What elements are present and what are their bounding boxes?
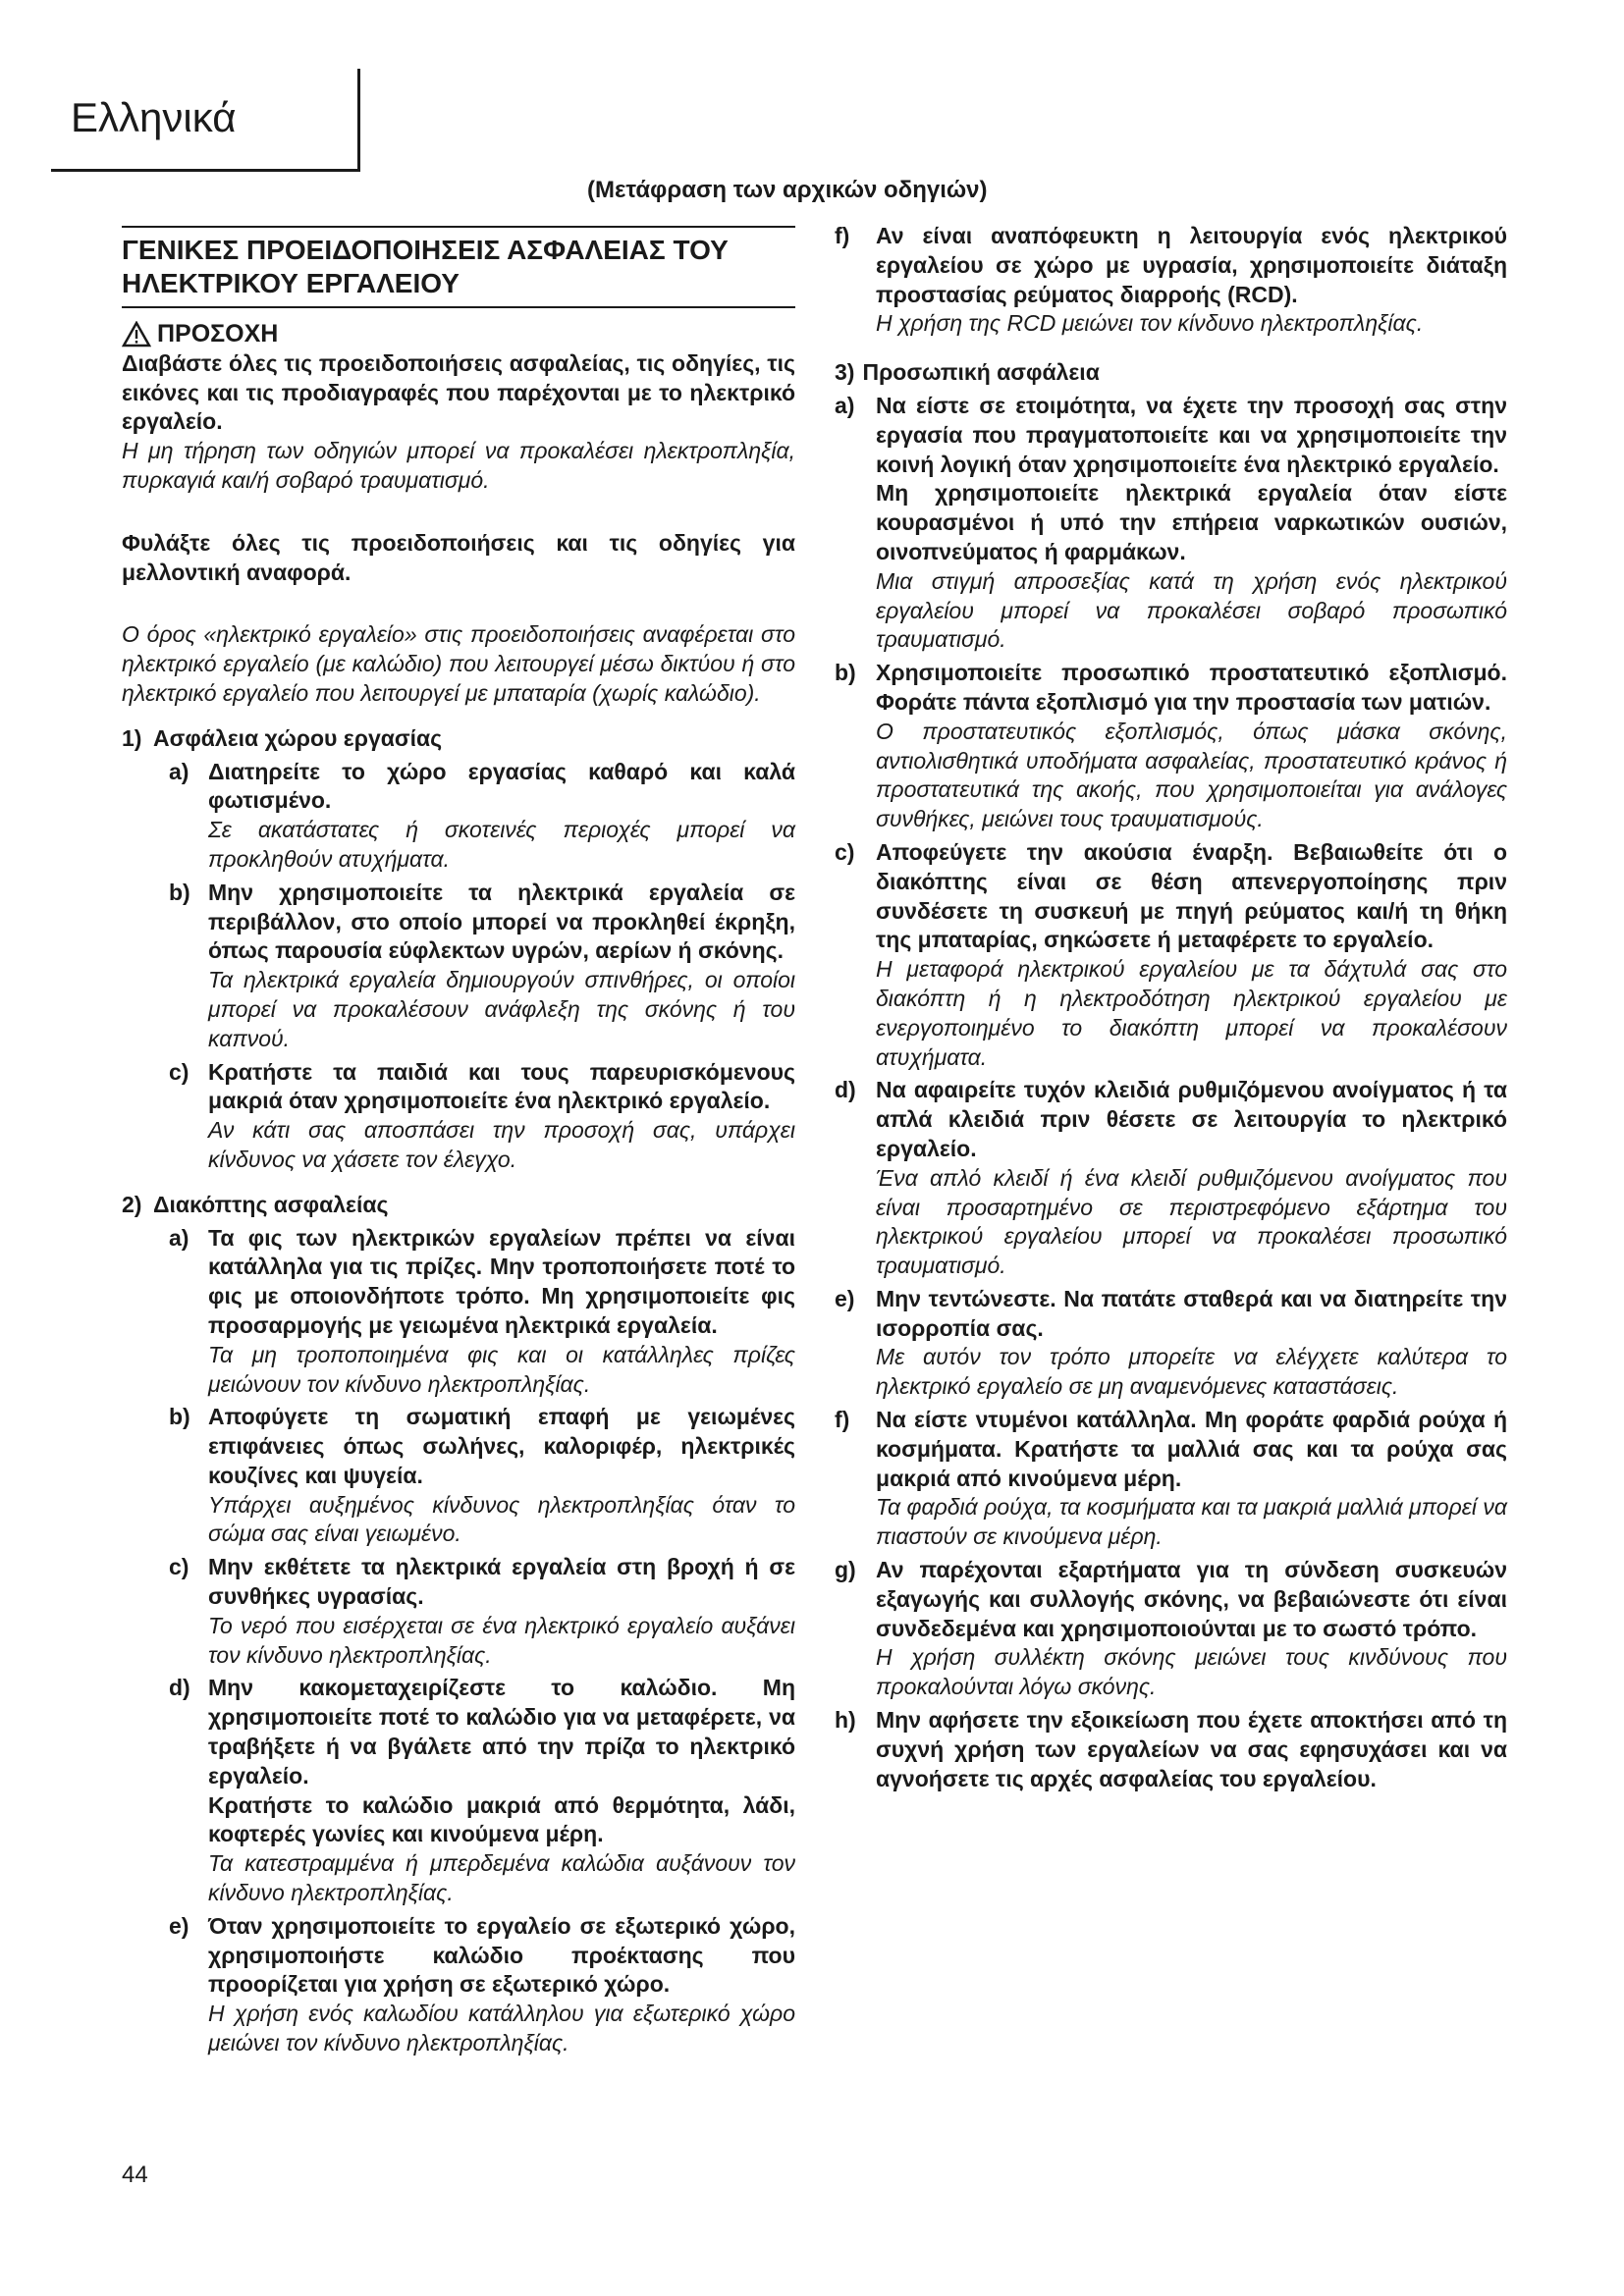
right-column: [835, 218, 1507, 1793]
list-item: b) Αποφύγετε τη σωματική επαφή με γειωμένες επιφάνειες όπως σωλήνες, καλοριφέρ, ηλεκτρικές κουζίνες και ψυγεία. Υπάρχει αυξημένος κίνδυνος ηλεκτροπληξίας όταν το σώμα σας είναι γειωμένο.: [169, 1404, 795, 1547]
warning-italic-text: Η μη τήρηση των οδηγιών μπορεί να προκαλέσει ηλεκτροπληξία, πυρκαγιά και/ή σοβαρό τραυματισμό.: [122, 438, 795, 493]
keep-instructions-text: Φυλάξτε όλες τις προειδοποιήσεις και τις οδηγίες για μελλοντική αναφορά.: [122, 529, 795, 585]
term-definition-text: Ο όρος «ηλεκτρικό εργαλείο» στις προειδοποιήσεις αναφέρεται στο ηλεκτρικό εργαλείο (με καλώδιο) που λειτουργεί μέσω δικτύου ή στο ηλεκτρικό εργαλείο που λειτουργεί με μπαταρία (χωρίς καλώδιο).: [122, 621, 795, 706]
list-item: a) Τα φις των ηλεκτρικών εργαλείων πρέπει να είναι κατάλληλα για τις πρίζες. Μην τροποποιήσετε ποτέ το φις με οποιονδήποτε τρόπο. Μη χρησιμοποιείτε φις προσαρμογής με γειωμένα ηλεκτρικά εργαλεία. Τα μη τροποποιημένα φις και οι κατάλληλες πρίζες μειώνουν τον κίνδυνο ηλεκτροπληξίας.: [169, 1224, 795, 1397]
list-item: c) Κρατήστε τα παιδιά και τους παρευρισκόμενους μακριά όταν χρησιμοποιείτε ένα ηλεκτρικό εργαλείο. Αν κάτι σας αποσπάσει την προσοχή σας, υπάρχει κίνδυνος να χάσετε τον έλεγχο.: [169, 1058, 795, 1172]
list-item: c) Μην εκθέτετε τα ηλεκτρικά εργαλεία στη βροχή ή σε συνθήκες υγρασίας. Το νερό που εισέρχεται σε ένα ηλεκτρικό εργαλείο αυξάνει τον κίνδυνο ηλεκτροπληξίας.: [169, 1554, 795, 1668]
warning-heading: [122, 320, 795, 349]
section-heading: 3) Προσωπική ασφάλεια: [835, 359, 1100, 386]
section-heading: 2) Διακόπτης ασφαλείας: [122, 1191, 389, 1217]
list-item: a) Να είστε σε ετοιμότητα, να έχετε την προσοχή σας στην εργασία που πραγματοποιείτε και να χρησιμοποιείτε την κοινή λογική όταν χρησιμοποιείτε ένα ηλεκτρικό εργαλείο. Μη χρησιμοποιείτε ηλεκτρικά εργαλεία όταν είστε κουρασμένοι ή υπό την επήρεια ναρκωτικών ουσιών, οινοπνεύματος ή φαρμάκων. Μια στιγμή απροσεξίας κατά τη χρήση ενός ηλεκτρικού εργαλείου μπορεί να προκαλέσει σοβαρό προσωπικό τραυματισμό.: [835, 392, 1507, 653]
list-item: d) Μην κακομεταχειρίζεστε το καλώδιο. Μη χρησιμοποιείτε ποτέ το καλώδιο για να μεταφέρετε, να τραβήξετε ή να βγάλετε από την πρίζα το ηλεκτρικό εργαλείο. Κρατήστε το καλώδιο μακριά από θερμότητα, λάδι, κοφτερές γωνίες και κινούμενα μέρη. Τα κατεστραμμένα ή μπερδεμένα καλώδια αυξάνουν τον κίνδυνο ηλεκτροπληξίας.: [169, 1675, 795, 1906]
list-item: d) Να αφαιρείτε τυχόν κλειδιά ρυθμιζόμενου ανοίγματος ή τα απλά κλειδιά πριν θέσετε σε λειτουργία το ηλεκτρικό εργαλείο. Ένα απλό κλειδί ή ένα κλειδί ρυθμιζόμενου ανοίγματος που είναι προσαρτημένο σε περιστρεφόμενο εξάρτημα του ηλεκτρικού εργαλείου μπορεί να προκαλέσει προσωπικό τραυματισμό.: [835, 1077, 1507, 1279]
list-item: a) Διατηρείτε το χώρο εργασίας καθαρό και καλά φωτισμένο. Σε ακατάστατες ή σκοτεινές περιοχές μπορεί να προκληθούν ατυχήματα.: [169, 758, 795, 872]
list-item: e) Όταν χρησιμοποιείτε το εργαλείο σε εξωτερικό χώρο, χρησιμοποιήστε καλώδιο προέκτασης που προορίζεται για χρήση σε εξωτερικό χώρο. Η χρήση ενός καλωδίου κατάλληλου για εξωτερικό χώρο μειώνει τον κίνδυνο ηλεκτροπληξίας.: [169, 1912, 795, 2056]
section-title: ΓΕΝΙΚΕΣ ΠΡΟΕΙΔΟΠΟΙΗΣΕΙΣ ΑΣΦΑΛΕΙΑΣ ΤΟΥ ΗΛΕΚΤΡΙΚΟΥ ΕΡΓΑΛΕΙΟΥ: [122, 226, 795, 308]
list-item: f) Να είστε ντυμένοι κατάλληλα. Μη φοράτε φαρδιά ρούχα ή κοσμήματα. Κρατήστε τα μαλλιά σας και τα ρούχα σας μακριά από κινούμενα μέρη. Τα φαρδιά ρούχα, τα κοσμήματα και τα μακριά μαλλιά μπορεί να πιαστούν σε κινούμενα μέρη.: [835, 1407, 1507, 1550]
page-number: 44: [122, 2162, 148, 2188]
warning-bold-text: Διαβάστε όλες τις προειδοποιήσεις ασφαλείας, τις οδηγίες, τις εικόνες και τις προδιαγραφές που παρέχονται με το ηλεκτρικό εργαλείο.: [122, 349, 795, 435]
warning-triangle-icon: [122, 321, 151, 347]
list-item: h) Μην αφήσετε την εξοικείωση που έχετε αποκτήσει από τη συχνή χρήση των εργαλείων να σας εφησυχάσει και να αγνοήσετε τις αρχές ασφαλείας του εργαλείου.: [835, 1707, 1507, 1791]
left-column: [122, 218, 795, 2058]
language-label: Ελληνικά: [71, 94, 237, 140]
warning-label: ΠΡΟΣΟΧΗ: [157, 320, 279, 347]
list-item: b) Μην χρησιμοποιείτε τα ηλεκτρικά εργαλεία σε περιβάλλον, στο οποίο μπορεί να προκληθεί έκρηξη, όπως παρουσία εύφλεκτων υγρών, αερίων ή σκόνης. Τα ηλεκτρικά εργαλεία δημιουργούν σπινθήρες, οι οποίοι μπορεί να προκαλέσουν ανάφλεξη της σκόνης ή του καπνού.: [169, 879, 795, 1051]
list-item: f) Αν είναι αναπόφευκτη η λειτουργία ενός ηλεκτρικού εργαλείου σε χώρο με υγρασία, χρησιμοποιείτε διάταξη προστασίας ρεύματος διαρροής (RCD). Η χρήση της RCD μειώνει τον κίνδυνο ηλεκτροπληξίας.: [835, 223, 1507, 337]
list-item: g) Αν παρέχονται εξαρτήματα για τη σύνδεση συσκευών εξαγωγής και συλλογής σκόνης, να βεβαιώνεστε ότι είναι συνδεδεμένα και χρησιμοποιούνται με το σωστό τρόπο. Η χρήση συλλέκτη σκόνης μειώνει τους κινδύνους που προκαλούνται λόγω σκόνης.: [835, 1557, 1507, 1700]
list-item: b) Χρησιμοποιείτε προσωπικό προστατευτικό εξοπλισμό. Φοράτε πάντα εξοπλισμό για την προστασία των ματιών. Ο προστατευτικός εξοπλισμός, όπως μάσκα σκόνης, αντιολισθητικά υποδήματα ασφαλείας, προστατευτικό κράνος ή προστατευτικά της ακοής, που χρησιμοποιείται για ανάλογες συνθήκες, μειώνει τους τραυματισμούς.: [835, 660, 1507, 832]
list-item: e) Μην τεντώνεστε. Να πατάτε σταθερά και να διατηρείτε την ισορροπία σας. Με αυτόν τον τρόπο μπορείτε να ελέγχετε καλύτερα το ηλεκτρικό εργαλείο σε μη αναμενόμενες καταστάσεις.: [835, 1285, 1507, 1400]
list-item: c) Αποφεύγετε την ακούσια έναρξη. Βεβαιωθείτε ότι ο διακόπτης είναι σε θέση απενεργοποίησης πριν συνδέσετε τη συσκευή με πηγή ρεύματος και/ή τη θήκη της μπαταρίας, σηκώσετε ή μεταφέρετε το εργαλείο. Η μεταφορά ηλεκτρικού εργαλείου με τα δάχτυλά σας στο διακόπτη ή η ηλεκτροδότηση ηλεκτρικού εργαλείου με ενεργοποιημένο το διακόπτη μπορεί να προκαλέσουν ατυχήματα.: [835, 838, 1507, 1070]
translation-note: (Μετάφραση των αρχικών οδηγιών): [587, 177, 988, 203]
section-heading: 1) Ασφάλεια χώρου εργασίας: [122, 724, 443, 751]
